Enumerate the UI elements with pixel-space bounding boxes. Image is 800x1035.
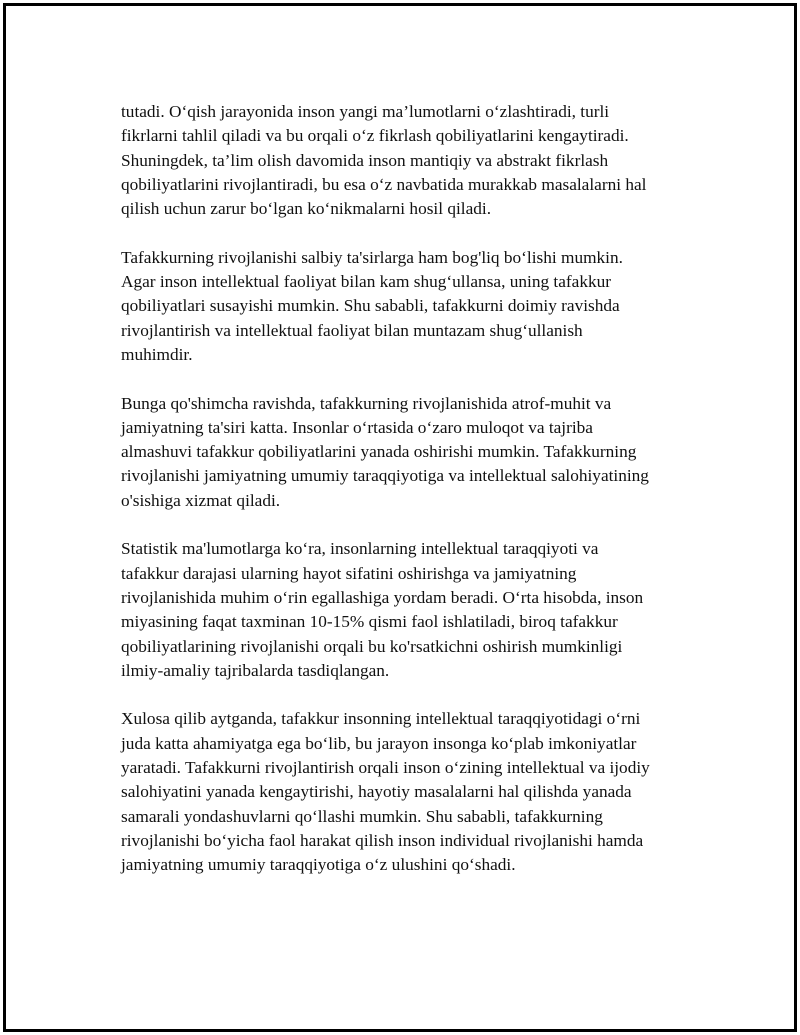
text-line: Agar inson intellektual faoliyat bilan kam shug‘ullansa, uning tafakkur (121, 272, 611, 292)
text-line: qobiliyatlarining rivojlanishi orqali bu ko'rsatkichni oshirish mumkinligi (121, 636, 623, 656)
paragraph (121, 392, 711, 513)
text-line: muhimdir. (121, 344, 193, 364)
text-line: fikrlarni tahlil qiladi va bu orqali o‘z fikrlash qobiliyatlarini kengaytiradi. (121, 126, 629, 146)
paragraph (121, 537, 711, 683)
text-line: almashuvi tafakkur qobiliyatlarini yanada oshirishi mumkin. Tafakkurning (121, 442, 637, 462)
text-line: rivojlantirish va intellektual faoliyat bilan muntazam shug‘ullanish (121, 320, 583, 340)
text-line: yaratadi. Tafakkurni rivojlantirish orqali inson o‘zining intellektual va ijodiy (121, 758, 650, 778)
document-body (121, 100, 711, 902)
text-line: ilmiy-amaliy tajribalarda tasdiqlangan. (121, 660, 390, 680)
text-line: qobiliyatlarini rivojlantiradi, bu esa o‘z navbatida murakkab masalalarni hal (121, 174, 647, 194)
text-line: salohiyatini yanada kengaytirishi, hayotiy masalalarni hal qilishda yanada (121, 782, 632, 802)
text-line: rivojlanishida muhim o‘rin egallashiga yordam beradi. O‘rta hisobda, inson (121, 587, 644, 607)
text-line: rivojlanishi jamiyatning umumiy taraqqiyotiga va intellektual salohiyatining (121, 466, 649, 486)
page-frame (3, 3, 797, 1032)
text-line: Tafakkurning rivojlanishi salbiy ta'sirlarga ham bog'liq bo‘lishi mumkin. (121, 247, 623, 267)
text-line: qilish uchun zarur bo‘lgan ko‘nikmalarni hosil qiladi. (121, 199, 492, 219)
text-line: Bunga qo'shimcha ravishda, tafakkurning rivojlanishida atrof-muhit va (121, 393, 612, 413)
text-line: Statistik ma'lumotlarga ko‘ra, insonlarning intellektual taraqqiyoti va (121, 539, 599, 559)
text-line: tafakkur darajasi ularning hayot sifatini oshirishga va jamiyatning (121, 563, 577, 583)
text-line: Shuningdek, ta’lim olish davomida inson mantiqiy va abstrakt fikrlash (121, 150, 609, 170)
text-line: juda katta ahamiyatga ega bo‘lib, bu jarayon insonga ko‘plab imkoniyatlar (121, 733, 637, 753)
paragraph (121, 100, 711, 221)
text-line: tutadi. O‘qish jarayonida inson yangi ma’lumotlarni o‘zlashtiradi, turli (121, 102, 610, 121)
text-line: miyasining faqat taxminan 10-15% qismi faol ishlatiladi, biroq tafakkur (121, 612, 618, 632)
text-line: samarali yondashuvlarni qo‘llashi mumkin. Shu sababli, tafakkurning (121, 806, 603, 826)
text-line: jamiyatning umumiy taraqqiyotiga o‘z ulushini qo‘shadi. (121, 855, 516, 875)
text-line: qobiliyatlari susayishi mumkin. Shu sababli, tafakkurni doimiy ravishda (121, 296, 620, 316)
text-line: Xulosa qilib aytganda, tafakkur insonning intellektual taraqqiyotidagi o‘rni (121, 709, 641, 729)
text-line: o'sishiga xizmat qiladi. (121, 490, 281, 510)
text-line: jamiyatning ta'siri katta. Insonlar o‘rtasida o‘zaro muloqot va tajriba (121, 417, 593, 437)
paragraph (121, 707, 711, 877)
text-line: rivojlanishi bo‘yicha faol harakat qilish inson individual rivojlanishi hamda (121, 830, 644, 850)
paragraph (121, 246, 711, 367)
